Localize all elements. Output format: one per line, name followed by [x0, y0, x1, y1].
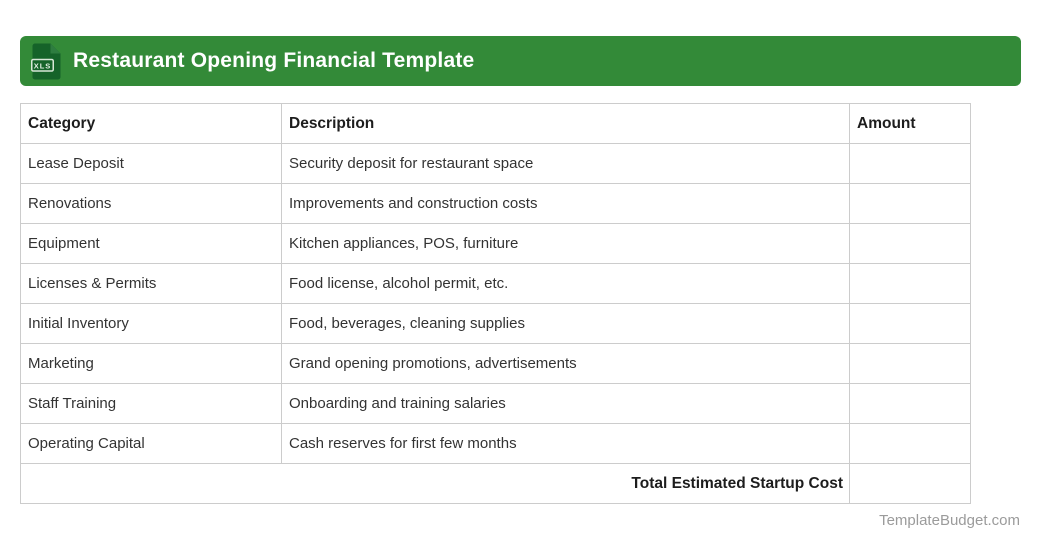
table-header-row — [21, 104, 971, 144]
amount-cell — [850, 344, 971, 384]
description-cell: Grand opening promotions, advertisements — [282, 344, 850, 384]
category-cell: Initial Inventory — [21, 304, 282, 344]
description-cell: Food license, alcohol permit, etc. — [282, 264, 850, 304]
document-fold — [51, 43, 61, 53]
column-header-category: Category — [21, 104, 282, 144]
category-cell: Licenses & Permits — [21, 264, 282, 304]
amount-cell — [850, 144, 971, 184]
category-cell: Renovations — [21, 184, 282, 224]
description-cell: Kitchen appliances, POS, furniture — [282, 224, 850, 264]
table-row — [21, 264, 971, 304]
page-title: Restaurant Opening Financial Template — [73, 49, 475, 72]
description-cell: Improvements and construction costs — [282, 184, 850, 224]
table-row — [21, 424, 971, 464]
amount-cell — [850, 224, 971, 264]
amount-cell — [850, 184, 971, 224]
category-cell: Equipment — [21, 224, 282, 264]
column-header-description: Description — [282, 104, 850, 144]
table-row — [21, 384, 971, 424]
xls-badge-label: XLS — [33, 60, 52, 70]
description-cell: Cash reserves for first few months — [282, 424, 850, 464]
description-cell: Onboarding and training salaries — [282, 384, 850, 424]
table-row — [21, 144, 971, 184]
column-header-amount: Amount — [850, 104, 971, 144]
watermark-text: TemplateBudget.com — [879, 512, 1020, 529]
table-row — [21, 184, 971, 224]
category-cell: Marketing — [21, 344, 282, 384]
total-amount-cell — [850, 464, 971, 504]
amount-cell — [850, 304, 971, 344]
table-row — [21, 224, 971, 264]
category-cell: Lease Deposit — [21, 144, 282, 184]
total-row — [21, 464, 971, 504]
amount-cell — [850, 264, 971, 304]
template-header-bar — [20, 36, 1021, 86]
budget-table — [20, 103, 971, 504]
xls-file-icon — [31, 43, 61, 80]
amount-cell — [850, 424, 971, 464]
category-cell: Operating Capital — [21, 424, 282, 464]
category-cell: Staff Training — [21, 384, 282, 424]
total-label-cell: Total Estimated Startup Cost — [21, 464, 850, 504]
amount-cell — [850, 384, 971, 424]
description-cell: Food, beverages, cleaning supplies — [282, 304, 850, 344]
table-row — [21, 344, 971, 384]
table-row — [21, 304, 971, 344]
description-cell: Security deposit for restaurant space — [282, 144, 850, 184]
